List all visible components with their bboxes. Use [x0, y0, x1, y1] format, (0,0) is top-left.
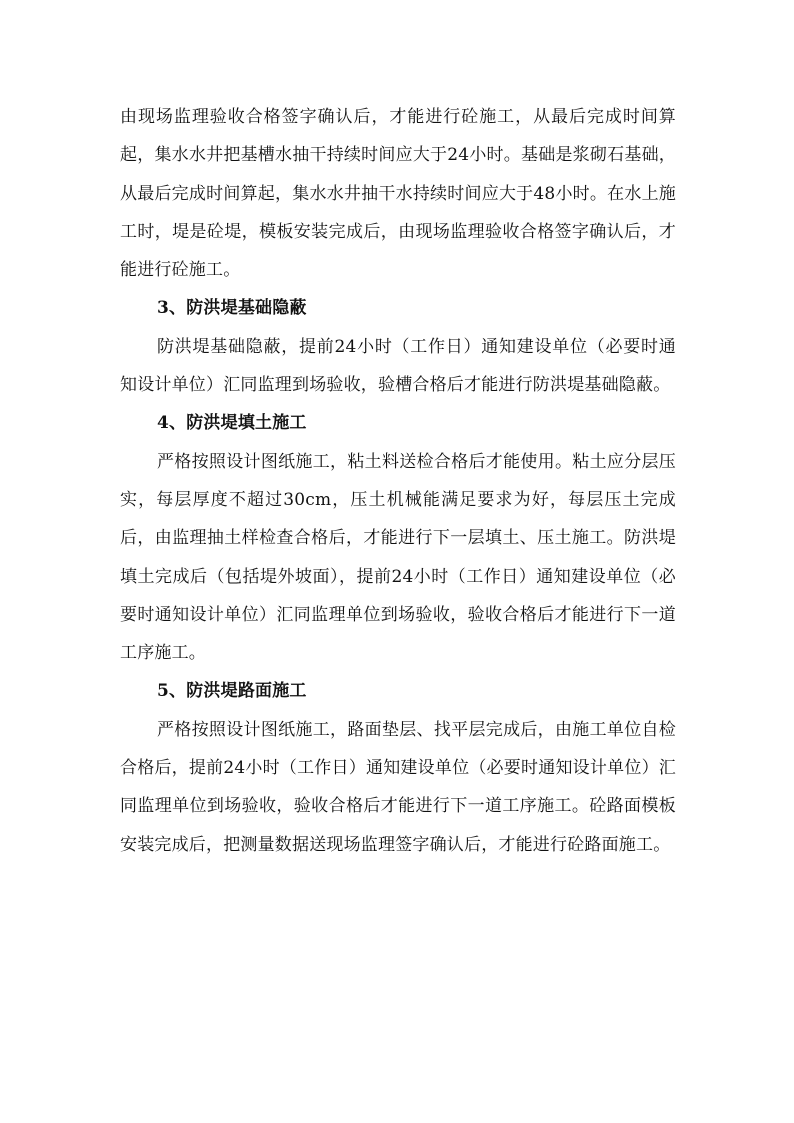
section-heading-4: 4、防洪堤填土施工	[157, 413, 307, 434]
paragraph-road-construction: 严格按照设计图纸施工，路面垫层、找平层完成后，由施工单位自检合格后，提前24小时（工作日）通知建设单位（必要时通知设计单位）汇同监理单位到场验收，验收合格后才能进行下一道工序施工。砼路面模板安装完成后，把测量数据送现场监理签字确认后，才能进行砼路面施工。	[120, 719, 676, 855]
section-heading-3: 3、防洪堤基础隐蔽	[157, 298, 307, 319]
section-heading-5: 5、防洪堤路面施工	[157, 681, 307, 702]
paragraph-foundation-concealment: 防洪堤基础隐蔽，提前24小时（工作日）通知建设单位（必要时通知设计单位）汇同监理到场验收，验槽合格后才能进行防洪堤基础隐蔽。	[120, 336, 676, 396]
paragraph-fill-construction: 严格按照设计图纸施工，粘土料送检合格后才能使用。粘土应分层压实，每层厚度不超过30cm，压土机械能满足要求为好，每层压土完成后，由监理抽土样检查合格后，才能进行下一层填土、压土施工。防洪堤填土完成后（包括堤外坡面），提前24小时（工作日）通知建设单位（必要时通知设计单位）汇同监理单位到场验收，验收合格后才能进行下一道工序施工。	[120, 451, 676, 664]
paragraph-intro: 由现场监理验收合格签字确认后，才能进行砼施工，从最后完成时间算起，集水水井把基槽水抽干持续时间应大于24小时。基础是浆砌石基础，从最后完成时间算起，集水水井抽干水持续时间应大于48小时。在水上施工时，堤是砼堤，模板安装完成后，由现场监理验收合格签字确认后，才能进行砼施工。	[120, 107, 676, 281]
document-body	[120, 98, 676, 864]
